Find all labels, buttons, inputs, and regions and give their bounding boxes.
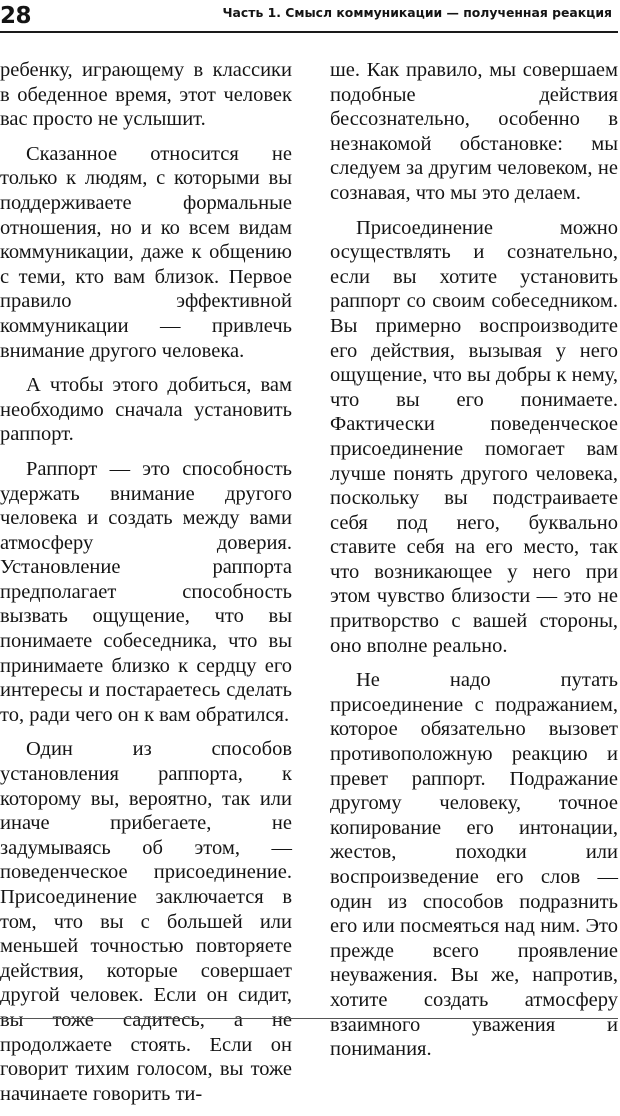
paragraph: ше. Как правило, мы совершаем подобные действия бессознательно, особенно в незнакомой обстановке: мы следуем за другим человеком, не сознавая, что мы это делаем. — [330, 59, 618, 204]
running-head: Часть 1. Смысл коммуникации — полученная реакция — [222, 5, 612, 20]
paragraph: Раппорт — это способность удержать внимание другого человека и создать между вами атмосферу доверия. Установление раппорта предполагает способность вызвать ощущение, что вы понимаете собеседника, что вы принимаете близко к сердцу его интересы и постараетесь сделать то, ради чего он к вам обратился. — [0, 457, 292, 726]
paragraph: Один из способов установления раппорта, к которому вы, вероятно, так или иначе прибегаете, не задумываясь об этом, — поведенческое присоединение. Присоединение заключается в том, что вы с большей или меньшей точностью повторяете действия, которые совершает другой человек. Если он сидит, вы тоже садитесь, а не продолжаете стоять. Если он говорит тихим голосом, вы тоже начинаете говорить ти- — [0, 738, 292, 1105]
paragraph: ребенку, играющему в классики в обеденное время, этот человек вас просто не услышит. — [0, 59, 292, 131]
page-number: 28 — [0, 3, 32, 29]
right-column — [330, 58, 618, 1072]
paragraph: А чтобы этого добиться, вам необходимо сначала установить раппорт. — [0, 374, 292, 446]
header-rule — [0, 31, 618, 33]
paragraph: Присоединение можно осуществлять и сознательно, если вы хотите установить раппорт со своим собеседником. Вы примерно воспроизводите его действия, вызывая у него ощущение, что вы добры к нему, что вы его понимаете. Фактически поведенческое присоединение помогает вам лучше понять другого человека, поскольку вы подстраиваете себя под него, буквально ставите себя на его место, так что возникающее у него при этом чувство близости — это не притворство с вашей стороны, оно вполне реально. — [330, 216, 618, 657]
paragraph: Сказанное относится не только к людям, с которыми вы поддерживаете формальные отношения, но и ко всем видам коммуникации, даже к общению с теми, кто вам близок. Первое правило эффективной коммуникации — привлечь внимание другого человека. — [0, 142, 292, 362]
footer-rule — [0, 1018, 618, 1019]
left-column — [0, 58, 292, 1116]
paragraph: Не надо путать присоединение с подражанием, которое обязательно вызовет противоположную реакцию и превет раппорт. Подражание другому человеку, точное копирование его интонации, жестов, походки или воспроизведение его слов — один из способов подразнить его или посмеяться над ним. Это прежде всего проявление неуважения. Вы же, напротив, хотите создать атмосферу взаимного уважения и понимания. — [330, 669, 618, 1061]
